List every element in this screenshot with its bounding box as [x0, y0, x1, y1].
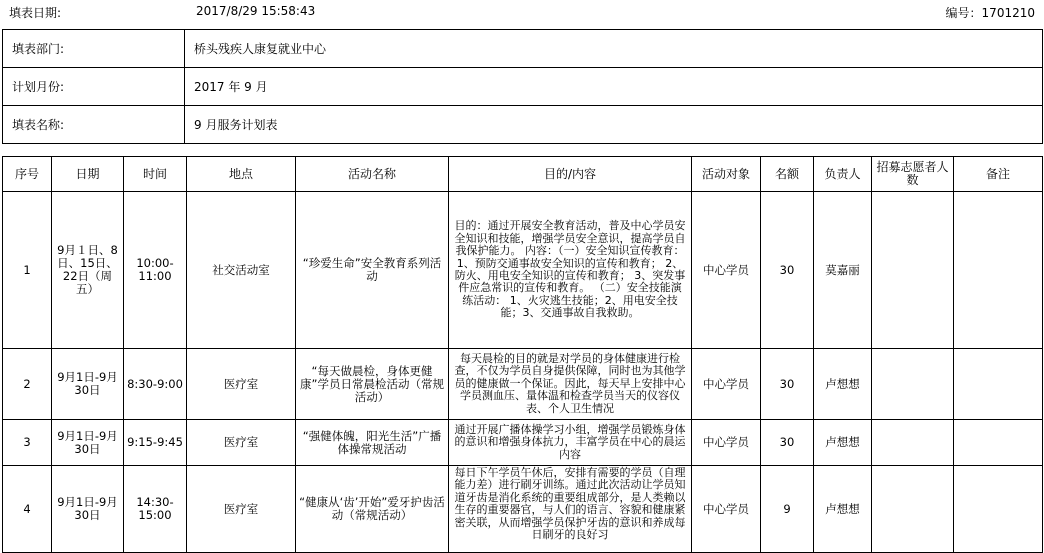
- cell-owner: 卢想想: [814, 420, 872, 466]
- cell-no: 1: [3, 192, 52, 349]
- col-header-volunteers: 招募志愿者人数: [872, 157, 954, 192]
- cell-remark: [954, 349, 1043, 420]
- col-header-owner: 负责人: [814, 157, 872, 192]
- col-header-date: 日期: [52, 157, 124, 192]
- cell-no: 3: [3, 420, 52, 466]
- table-row: [3, 192, 1043, 349]
- serial-number: 编号：1701210: [945, 6, 1035, 20]
- cell-time: 14:30-15:00: [124, 466, 187, 553]
- month-label: 计划月份:: [3, 68, 185, 106]
- cell-target: 中心学员: [692, 466, 761, 553]
- cell-date: 9月1日-9月30日: [52, 466, 124, 553]
- month-row: [3, 68, 1043, 106]
- cell-date: 9月１日、8日、15日、22日（周五）: [52, 192, 124, 349]
- col-header-time: 时间: [124, 157, 187, 192]
- name-value: 9 月服务计划表: [185, 106, 1043, 144]
- dept-row: [3, 30, 1043, 68]
- cell-content: 目的：通过开展安全教育活动，普及中心学员安全知识和技能，增强学员安全意识，提高学员自我保护能力。 内容：（一）安全知识宣传教育： 1、预防交通事故安全知识的宣传和教育； 2、防火、用电安全知识的宣传和教育； 3、突发事件应急常识的宣传和教育。 （二）安全技能演练活动： 1、火灾逃生技能；2、用电安全技能；3、交通事故自我救助。: [449, 192, 692, 349]
- cell-quota: 30: [761, 420, 814, 466]
- table-row: [3, 466, 1043, 553]
- cell-volunteers: [872, 466, 954, 553]
- cell-content: 通过开展广播体操学习小组，增强学员锻炼身体的意识和增强身体抗力，丰富学员在中心的晨运内容: [449, 420, 692, 466]
- cell-target: 中心学员: [692, 420, 761, 466]
- dept-label: 填表部门:: [3, 30, 185, 68]
- cell-target: 中心学员: [692, 349, 761, 420]
- cell-place: 医疗室: [187, 466, 296, 553]
- table-header-row: [3, 157, 1043, 192]
- cell-owner: 莫嘉丽: [814, 192, 872, 349]
- cell-remark: [954, 192, 1043, 349]
- cell-date: 9月1日-9月30日: [52, 349, 124, 420]
- table-row: [3, 420, 1043, 466]
- cell-content: 每天晨检的目的就是对学员的身体健康进行检查，不仅为学员自身提供保障，同时也为其他学员的健康做一个保证。因此，每天早上安排中心学员测血压、量体温和检查学员当天的仪容仪表、个人卫生情况: [449, 349, 692, 420]
- col-header-remark: 备注: [954, 157, 1043, 192]
- cell-remark: [954, 420, 1043, 466]
- cell-quota: 30: [761, 349, 814, 420]
- col-header-no: 序号: [3, 157, 52, 192]
- fill-date-label: 填表日期:: [9, 6, 62, 20]
- cell-volunteers: [872, 420, 954, 466]
- month-value: 2017 年 9 月: [185, 68, 1043, 106]
- cell-quota: 30: [761, 192, 814, 349]
- name-label: 填表名称:: [3, 106, 185, 144]
- cell-remark: [954, 466, 1043, 553]
- cell-no: 4: [3, 466, 52, 553]
- col-header-target: 活动对象: [692, 157, 761, 192]
- dept-value: 桥头残疾人康复就业中心: [185, 30, 1043, 68]
- cell-activity: “强健体魄，阳光生活”广播体操常规活动: [296, 420, 449, 466]
- col-header-place: 地点: [187, 157, 296, 192]
- cell-target: 中心学员: [692, 192, 761, 349]
- cell-volunteers: [872, 192, 954, 349]
- cell-no: 2: [3, 349, 52, 420]
- table-row: [3, 349, 1043, 420]
- cell-content: 每日下午学员午休后，安排有需要的学员（自理能力差）进行刷牙训练。通过此次活动让学员知道牙齿是消化系统的重要组成部分，是人类赖以生存的重要器官，与人们的语言、容貌和健康紧密关联，从而增强学员保护牙齿的意识和养成每日刷牙的良好习: [449, 466, 692, 553]
- name-row: [3, 106, 1043, 144]
- service-plan-table: [2, 156, 1043, 553]
- cell-activity: “健康从‘齿’开始”爱牙护齿活动（常规活动）: [296, 466, 449, 553]
- cell-activity: “珍爱生命”安全教育系列活动: [296, 192, 449, 349]
- report-header: [0, 0, 1044, 22]
- cell-quota: 9: [761, 466, 814, 553]
- col-header-content: 目的/内容: [449, 157, 692, 192]
- cell-time: 8:30-9:00: [124, 349, 187, 420]
- cell-time: 9:15-9:45: [124, 420, 187, 466]
- cell-date: 9月1日-9月30日: [52, 420, 124, 466]
- cell-place: 医疗室: [187, 420, 296, 466]
- cell-owner: 卢想想: [814, 466, 872, 553]
- cell-owner: 卢想想: [814, 349, 872, 420]
- col-header-activity: 活动名称: [296, 157, 449, 192]
- cell-activity: “每天做晨检，身体更健康”学员日常晨检活动（常规活动）: [296, 349, 449, 420]
- cell-place: 社交活动室: [187, 192, 296, 349]
- cell-volunteers: [872, 349, 954, 420]
- fill-date-value: 2017/8/29 15:58:43: [196, 4, 316, 18]
- col-header-quota: 名额: [761, 157, 814, 192]
- cell-time: 10:00-11:00: [124, 192, 187, 349]
- form-info-table: [2, 29, 1043, 144]
- cell-place: 医疗室: [187, 349, 296, 420]
